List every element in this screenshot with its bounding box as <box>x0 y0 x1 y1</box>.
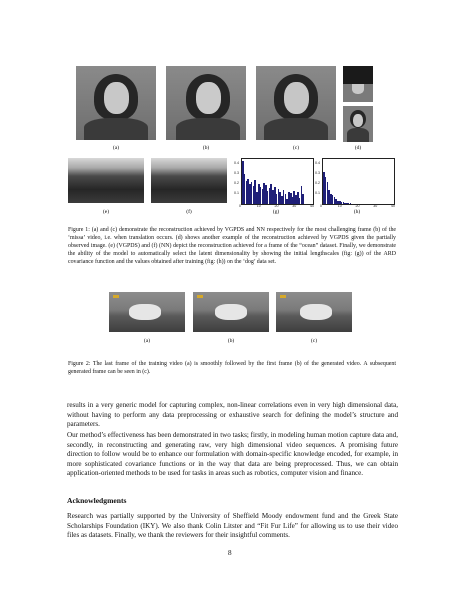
xtick-h: 20 <box>355 204 360 208</box>
dog-frame-a <box>109 292 185 332</box>
bars-h <box>323 159 394 204</box>
xtick-h: 0 <box>320 204 322 208</box>
bar-h-16 <box>350 203 352 204</box>
ytick-g: 0.2 <box>234 181 239 185</box>
ytick-g: 0.1 <box>234 191 239 195</box>
xtick-h: 10 <box>337 204 342 208</box>
paragraph-conclusion-1: results in a very generic model for capturing complex, non-linear correlations even in very high dimensional data, without having to perform any data preprocessing or exhaustive search for defining the model’s structure and parameters. <box>67 401 398 429</box>
xtick-g: 10 <box>256 204 261 208</box>
page-number: 8 <box>228 549 232 557</box>
dog-frame-b <box>193 292 269 332</box>
figure2-label-a: (a) <box>143 338 151 344</box>
figure1-label-d: (d) <box>354 145 362 151</box>
bar-g-35 <box>302 194 304 204</box>
figure2-label-b: (b) <box>227 338 235 344</box>
figure2-caption: Figure 2: The last frame of the training video (a) is smoothly followed by the first frame (b) of the generated video. A subsequent generated frame can be seen in (c). <box>68 361 396 375</box>
figure1-label-g: (g) <box>272 209 280 215</box>
ytick-g: 0.3 <box>234 171 239 175</box>
ytick-h: 0.4 <box>315 161 320 165</box>
bars-g <box>242 159 313 204</box>
figure1-label-c: (c) <box>292 145 300 151</box>
figure1-label-f: (f) <box>186 209 192 215</box>
ytick-h: 0.3 <box>315 171 320 175</box>
figure1-label-b: (b) <box>202 145 210 151</box>
missa-frame-d-reconstruction <box>343 106 373 142</box>
missa-frame-b <box>166 66 246 140</box>
lengthscales-trained-chart <box>322 158 395 205</box>
figure1-caption: Figure 1: (a) and (c) demonstrate the reconstruction achieved by VGPDS and NN respectively for the most challenging frame (b) of the ‘missa’ video, i.e. when translation occurs. (d) shows another example of the reconstruction achieved by VGPDS given the partially observed image. (e) (VGPDS) and (f) (NN) depict the reconstruction achieved for a frame of the “ocean” dataset. Finally, we demonstrate the ability of the model to automatically select the latent dimensionality by showing the initial lengthscales (fig: (g)) of the ARD covariance function and the values obtained after training (fig: (h)) on the ‘dog’ data set. <box>68 227 396 265</box>
figure1-label-a: (a) <box>112 145 120 151</box>
missa-frame-c <box>256 66 336 140</box>
xtick-g: 0 <box>239 204 241 208</box>
acknowledgments-text: Research was partially supported by the University of Sheffield Moody endowment fund and the Greek State Scholarships Foundation (IKY). We also thank Colin Litster and “Fit Fur Life” for allowing us to use their video files as datasets. Finally, we thank the reviewers for their insightful comments. <box>67 512 398 540</box>
acknowledgments-heading: Acknowledgments <box>67 496 127 505</box>
figure2-label-c: (c) <box>310 338 318 344</box>
lengthscales-initial-chart <box>241 158 314 205</box>
xtick-h: 30 <box>373 204 378 208</box>
figure1-label-e: (e) <box>102 209 110 215</box>
ytick-g: 0.4 <box>234 161 239 165</box>
ytick-h: 0.1 <box>315 191 320 195</box>
figure1-label-h: (h) <box>353 209 361 215</box>
ocean-frame-e <box>68 158 144 203</box>
xtick-g: 30 <box>292 204 297 208</box>
paragraph-conclusion-2: Our method’s effectiveness has been demonstrated in two tasks; firstly, in modeling human motion capture data and, secondly, in reconstructing and generating raw, very high dimensional video sequences. A promising future direction to follow would be to enhance our formulation with domain-specific knowledge encoded, for example, in more sophisticated covariance functions or in the way that data are being preprocessed. Thus, we can obtain application-oriented methods to be used for tasks in areas such as robotics, computer vision and finance. <box>67 431 398 478</box>
missa-frame-d-partial <box>343 66 373 102</box>
xtick-g: 20 <box>274 204 279 208</box>
ytick-h: 0.2 <box>315 181 320 185</box>
xtick-g: 40 <box>310 204 314 208</box>
ocean-frame-f <box>151 158 227 203</box>
missa-frame-a <box>76 66 156 140</box>
dog-frame-c <box>276 292 352 332</box>
xtick-h: 40 <box>391 204 395 208</box>
